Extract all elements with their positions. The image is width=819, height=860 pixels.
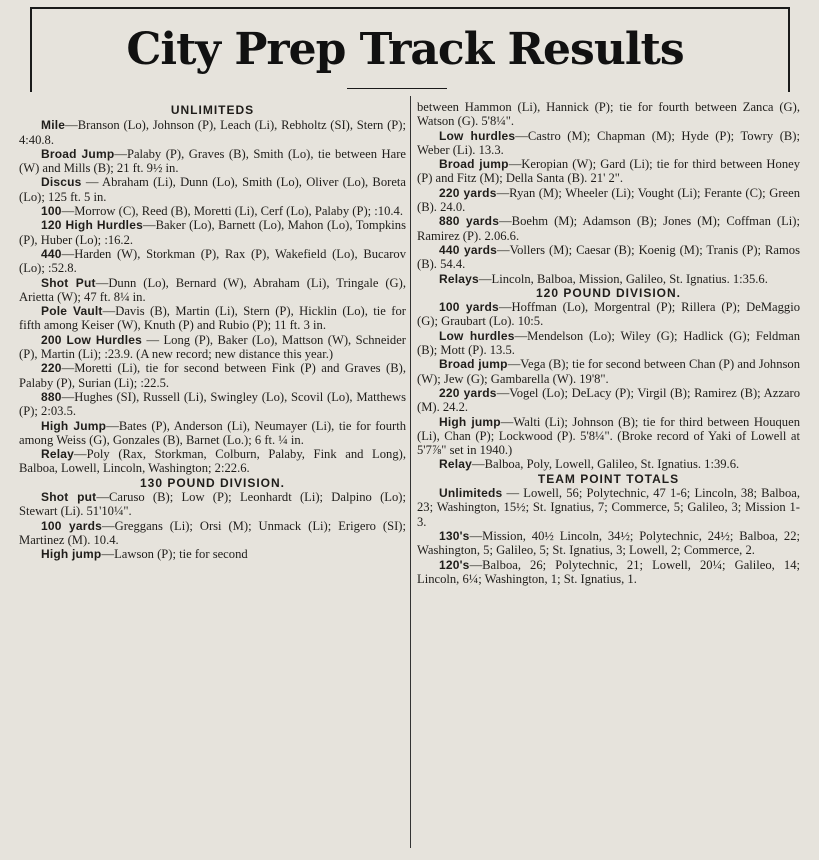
event-result xyxy=(417,386,800,415)
event-results-text: —Bates (P), Anderson (Li), Neumayer (Li), tie for fourth among Weiss (G), Gonzales (B), Barnet (Lo.); 6 ft. ¼ in. xyxy=(19,418,406,447)
event-result xyxy=(19,304,406,333)
event-result xyxy=(19,519,406,548)
event-result xyxy=(417,529,800,558)
event-name: Broad jump xyxy=(439,157,509,172)
event-results-text: —Davis (B), Martin (Li), Stern (P), Hicklin (Lo), tie for fifth among Keiser (W), Knuth (P) and Rubio (P); 11 ft. 3 in. xyxy=(19,304,406,333)
event-results-text: —Hoffman (Lo), Morgentral (P); Rillera (P); DeMaggio (G); Graubart (Lo). 10:5. xyxy=(417,300,800,329)
event-result xyxy=(19,547,406,561)
event-name: 880 xyxy=(41,389,62,404)
event-continuation xyxy=(417,100,800,129)
event-name: Low hurdles xyxy=(439,328,515,343)
event-result xyxy=(19,447,406,476)
event-results-text: —Poly (Rax, Storkman, Colburn, Palaby, Fink and Long), Balboa, Lowell, Lincoln, Washington; 2:22.6. xyxy=(19,447,406,476)
event-results-text: —Moretti (Li), tie for second between Fink (P) and Graves (B), Palaby (P), Surian (Li); :22.5. xyxy=(19,361,406,390)
event-name: High jump xyxy=(41,547,102,562)
event-results-text: —Vollers (M); Caesar (B); Koenig (M); Tranis (P); Ramos (B). 54.4. xyxy=(417,242,800,272)
event-name: 200 Low Hurdles xyxy=(41,332,142,347)
event-name: Relays xyxy=(439,271,479,286)
event-results-text: —Lawson (P); tie for second xyxy=(101,547,248,562)
event-results-text: —Lincoln, Balboa, Mission, Galileo, St. Ignatius. 1:35.6. xyxy=(478,271,768,286)
event-name: Shot put xyxy=(41,490,97,505)
event-results-text: —Balboa, 26; Polytechnic, 21; Lowell, 20¼; Galileo, 14; Lincoln, 6¼; Washington, 1; St. Ignatius, 1. xyxy=(417,557,800,586)
event-name: 120 High Hurdles xyxy=(41,218,143,233)
event-result xyxy=(417,558,800,587)
right-column xyxy=(417,100,800,586)
event-name: 120's xyxy=(439,557,470,572)
event-name: Unlimiteds xyxy=(439,486,503,501)
event-name: Mile xyxy=(41,118,66,133)
event-results-text: —Vogel (Lo); DeLacy (P); Virgil (B); Ramirez (B); Azzaro (M). 24.2. xyxy=(417,385,800,415)
event-name: 220 yards xyxy=(439,385,497,400)
event-result xyxy=(417,186,800,215)
event-name: 100 yards xyxy=(439,300,499,315)
event-name: 130's xyxy=(439,528,470,543)
event-result xyxy=(19,175,406,204)
event-result xyxy=(417,329,800,358)
event-results-text: —Mendelson (Lo); Wiley (G); Hadlick (G); Feldman (B); Mott (P). 13.5. xyxy=(417,328,801,358)
event-name: Broad Jump xyxy=(41,146,115,161)
left-margin-clipped-column xyxy=(0,0,10,860)
event-results-text: —Greggans (Li); Orsi (M); Unmack (Li); Erigero (SI); Martinez (M). 10.4. xyxy=(19,518,406,547)
event-result xyxy=(19,361,406,390)
section-heading: UNLIMITEDS xyxy=(170,103,255,117)
event-result xyxy=(19,118,406,147)
event-results-text: —Castro (M); Chapman (M); Hyde (P); Towry (B); Weber (Li). 13.3. xyxy=(417,128,800,157)
event-results-text: —Walti (Li); Johnson (B); tie for third between Houquen (Li), Chan (P); Lockwood (P). 5'8¼". (Broke record of Yaki of Lowell at 5'7⅞" set in 1940.) xyxy=(417,414,800,458)
headline-box-top-rule xyxy=(30,7,790,9)
event-name: 880 yards xyxy=(439,214,500,229)
event-result xyxy=(417,272,800,286)
section-heading: 120 POUND DIVISION. xyxy=(535,285,682,300)
event-result xyxy=(19,147,406,176)
headline-box-left-rule xyxy=(30,7,32,92)
event-name: 440 xyxy=(41,246,62,261)
event-name: 440 yards xyxy=(439,242,497,257)
event-result xyxy=(417,157,800,186)
right-margin-clipped-column xyxy=(812,0,819,860)
left-column xyxy=(19,100,406,562)
event-results-text: between Hammon (Li), Hannick (P); tie for fourth between Zanca (G), Watson (G). 5'8¼". xyxy=(417,100,800,129)
event-name: Broad jump xyxy=(439,357,508,372)
event-result xyxy=(417,357,800,386)
event-results-text: — Abraham (Li), Dunn (Lo), Smith (Lo), Oliver (Lo), Boreta (Lo); 125 ft. 5 in. xyxy=(19,175,406,204)
event-results-text: —Caruso (B); Low (P); Leonhardt (Li); Dalpino (Lo); Stewart (Li). 51'10¼". xyxy=(19,490,406,519)
event-results-text: —Hughes (SI), Russell (Li), Swingley (Lo), Scovil (Lo), Matthews (P); 2:03.5. xyxy=(19,389,406,419)
column-divider xyxy=(410,96,411,848)
event-result xyxy=(417,214,800,243)
section-heading: TEAM POINT TOTALS xyxy=(537,471,680,486)
event-result xyxy=(19,276,406,305)
event-results-text: — Long (P), Baker (Lo), Mattson (W), Schneider (P), Martin (Li); :23.9. (A new record; new distance this year.) xyxy=(19,332,406,362)
event-result xyxy=(19,490,406,519)
event-name: Shot Put xyxy=(41,275,96,290)
event-result xyxy=(19,390,406,419)
event-results-text: —Ryan (M); Wheeler (Li); Vought (Li); Ferante (C); Green (B). 24.0. xyxy=(417,185,800,215)
event-result xyxy=(417,300,800,329)
event-results-text: —Vega (B); tie for second between Chan (P) and Johnson (W); Jew (G); Gambarella (W). 19'8". xyxy=(417,357,800,386)
event-name: 220 yards xyxy=(439,185,497,200)
event-results-text: —Branson (Lo), Johnson (P), Leach (Li), Rebholtz (SI), Stern (P); 4:40.8. xyxy=(19,118,406,147)
event-result xyxy=(19,333,406,362)
event-name: Low hurdles xyxy=(439,128,516,143)
event-results-text: —Mission, 40½ Lincoln, 34½; Polytechnic, 24½; Balboa, 22; Washington, 5; Galileo, 5; St. Ignatius, 3; Lowell, 2; Commerce, 2. xyxy=(417,528,800,558)
event-name: Pole Vault xyxy=(41,304,103,319)
event-result xyxy=(417,415,800,458)
event-results-text: —Morrow (C), Reed (B), Moretti (Li), Cerf (Lo), Palaby (P); :10.4. xyxy=(61,204,403,219)
headline: City Prep Track Results xyxy=(126,24,684,75)
event-results-text: —Boehm (M); Adamson (B); Jones (M); Coffman (Li); Ramirez (P). 2.06.6. xyxy=(417,214,800,243)
event-name: High jump xyxy=(439,414,501,429)
event-name: Relay xyxy=(41,447,75,462)
event-result xyxy=(417,243,800,272)
event-results-text: —Harden (W), Storkman (P), Rax (P), Wakefield (Lo), Bucarov (Lo); :52.8. xyxy=(19,246,406,276)
event-name: Relay xyxy=(439,457,473,472)
event-results-text: —Dunn (Lo), Bernard (W), Abraham (Li), Tringale (G), Arietta (W); 47 ft. 8¼ in. xyxy=(19,275,406,304)
event-name: 220 xyxy=(41,361,62,376)
event-results-text: —Baker (Lo), Barnett (Lo), Mahon (Lo), Tompkins (P), Huber (Lo); :16.2. xyxy=(19,218,406,247)
section-heading: 130 POUND DIVISION. xyxy=(139,475,286,490)
headline-underline xyxy=(347,88,447,89)
event-results-text: —Keropian (W); Gard (Li); tie for third between Honey (P) and Fitz (M); Della Santa (B). 21' 2". xyxy=(417,157,800,186)
event-result xyxy=(19,247,406,276)
event-result xyxy=(417,486,800,529)
event-name: High Jump xyxy=(41,418,107,433)
event-result xyxy=(19,218,406,247)
event-result xyxy=(19,419,406,448)
event-results-text: —Palaby (P), Graves (B), Smith (Lo), tie between Hare (W) and Mills (B); 21 ft. 9½ in. xyxy=(19,146,406,176)
event-name: 100 xyxy=(41,204,62,219)
event-name: Discus xyxy=(41,175,82,190)
event-result xyxy=(19,204,406,218)
event-results-text: — Lowell, 56; Polytechnic, 47 1-6; Lincoln, 38; Balboa, 23; Washington, 15½; St. Ignatius, 7; Commerce, 5; Galileo, 3; Mission 1-3. xyxy=(417,486,800,529)
event-name: 100 yards xyxy=(41,518,102,533)
event-result xyxy=(417,129,800,158)
headline-box-right-rule xyxy=(788,7,790,92)
clipped-previous-article-strip xyxy=(30,0,770,6)
event-results-text: —Balboa, Poly, Lowell, Galileo, St. Ignatius. 1:39.6. xyxy=(472,457,740,472)
event-result xyxy=(417,457,800,471)
